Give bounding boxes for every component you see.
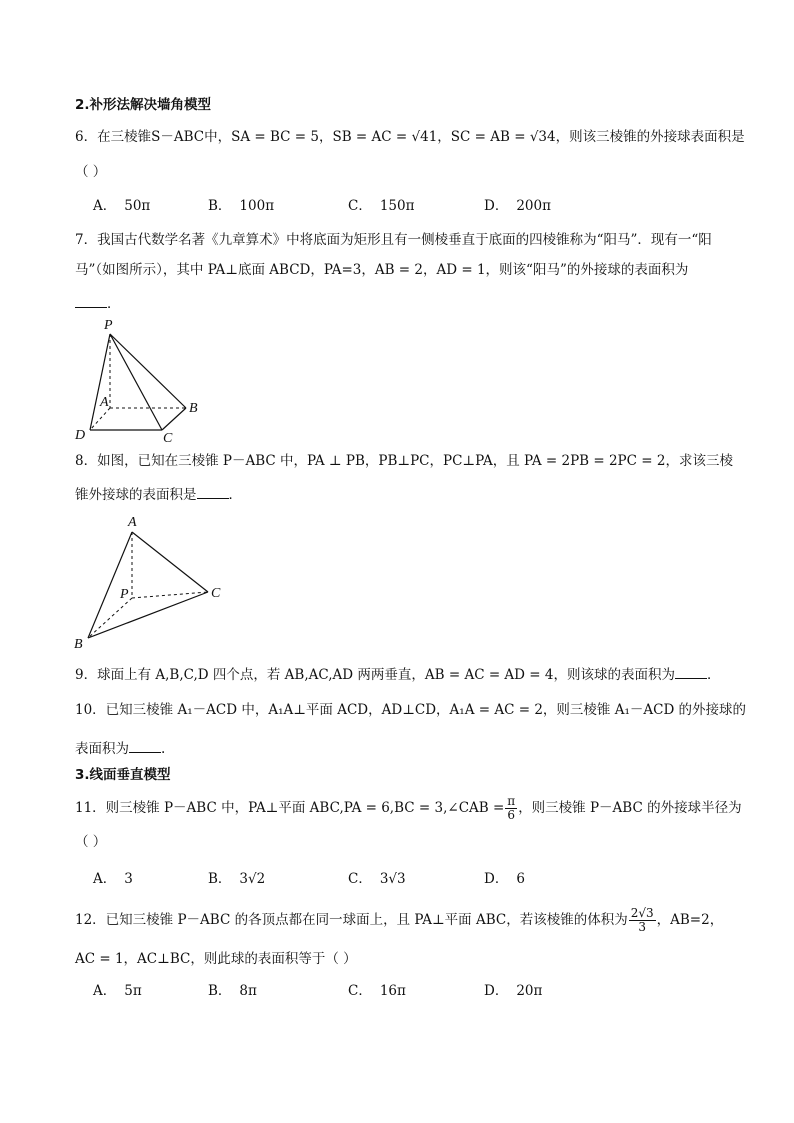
q12-stem-line2: AC = 1，AC⊥BC，则此球的表面积等于（ ）	[75, 951, 357, 967]
q8-stem-line2	[75, 484, 242, 504]
q11-option-d	[484, 870, 525, 888]
answer-blank[interactable]	[75, 293, 107, 308]
option-label: D．	[484, 198, 509, 214]
q10-end-punct: .	[161, 741, 166, 757]
q12-option-b	[208, 982, 257, 1000]
q11-option-c	[348, 870, 406, 888]
q9-stem-text: 9．球面上有 A,B,C,D 四个点，若 AB,AC,AD 两两垂直，AB = AC = AD = 4，则该球的表面积为	[75, 667, 675, 683]
q7-stem-line1: 7．我国古代数学名著《九章算术》中将底面为矩形且有一侧棱垂直于底面的四棱锥称为“阳马”．现有一“阳	[75, 232, 712, 248]
q11-stem-text-a: 11．则三棱锥 P－ABC 中，PA⊥平面 ABC,PA = 6,BC = 3,∠CAB =	[75, 800, 505, 816]
option-label: B．	[208, 198, 232, 214]
option-label: B．	[208, 983, 232, 999]
q11-stem-line1	[75, 793, 742, 823]
q10-stem-line1: 10．已知三棱锥 A₁－ACD 中，A₁A⊥平面 ACD，AD⊥CD，A₁A = AC = 2，则三棱锥 A₁－ACD 的外接球的	[75, 702, 747, 718]
edge-bc	[88, 592, 208, 638]
q7-answer-line	[75, 293, 121, 313]
option-text: 50π	[124, 198, 151, 214]
option-label: A．	[93, 983, 117, 999]
q6-stem-line1: 6．在三棱锥S－ABC中，SA = BC = 5，SB = AC = √41，SC = AB = √34，则该三棱锥的外接球表面积是	[75, 129, 745, 145]
option-text: 3√3	[379, 871, 406, 887]
q7-stem-line2: 马”（如图所示），其中 PA⊥底面 ABCD，PA=3，AB = 2，AD = 1，则该“阳马”的外接球的表面积为	[75, 262, 689, 278]
answer-blank[interactable]	[675, 664, 707, 679]
fraction-numerator: 2√3	[630, 906, 654, 920]
q8-tetrahedron-figure	[70, 512, 230, 652]
label-c: C	[211, 586, 221, 601]
q8-end-punct: ．	[228, 487, 242, 503]
label-d: D	[75, 428, 86, 443]
q11-stem-text-b: ，则三棱锥 P－ABC 的外接球半径为	[518, 800, 742, 816]
q12-stem-text-b: ，AB=2，	[656, 912, 724, 928]
q11-option-b	[208, 870, 265, 888]
label-p: P	[120, 587, 129, 602]
option-label: C．	[348, 198, 372, 214]
option-text: 150π	[379, 198, 415, 214]
option-text: 200π	[516, 198, 551, 214]
q6-option-d	[484, 197, 551, 215]
label-b: B	[74, 637, 83, 652]
q10-stem-line2-text: 表面积为	[75, 741, 129, 757]
edge-pd	[90, 334, 110, 430]
label-c: C	[163, 431, 173, 446]
q12-option-d	[484, 982, 542, 1000]
fraction-denominator: 6	[507, 808, 516, 822]
label-p: P	[104, 318, 113, 333]
option-text: 20π	[516, 983, 543, 999]
option-label: D．	[484, 983, 509, 999]
section-2-title: 2.补形法解决墙角模型	[75, 97, 212, 113]
edge-pb	[110, 334, 186, 408]
option-text: 6	[516, 871, 525, 887]
edge-pc	[110, 334, 162, 430]
q6-stem-line2: （ ）	[75, 164, 107, 180]
edge-pc-hidden	[132, 592, 208, 598]
q7-end-punct: ．	[107, 296, 121, 312]
fraction-denominator: 3	[638, 920, 646, 934]
q6-option-b	[208, 197, 274, 215]
option-label: A．	[93, 198, 117, 214]
q6-option-a	[93, 197, 150, 215]
option-text: 100π	[239, 198, 275, 214]
q11-stem-line2: （ ）	[75, 834, 107, 850]
option-text: 5π	[124, 983, 142, 999]
section-3-title: 3.线面垂直模型	[75, 767, 171, 783]
q9-end-punct: ．	[707, 667, 721, 683]
q12-stem-line1	[75, 903, 723, 937]
q6-option-c	[348, 197, 414, 215]
option-label: C．	[348, 983, 372, 999]
q9-stem	[75, 664, 721, 684]
q12-fraction	[629, 907, 656, 934]
q10-stem-line2	[75, 738, 165, 758]
q12-option-c	[348, 982, 406, 1000]
label-a: A	[100, 395, 109, 410]
option-label: C．	[348, 871, 372, 887]
q11-fraction	[505, 795, 517, 822]
option-text: 3	[124, 871, 133, 887]
q8-stem-line1: 8．如图，已知在三棱锥 P－ABC 中，PA ⊥ PB，PB⊥PC，PC⊥PA，且 PA = 2PB = 2PC = 2，求该三棱	[75, 453, 733, 469]
fraction-numerator: π	[507, 794, 516, 808]
answer-blank[interactable]	[197, 484, 229, 499]
q11-option-a	[93, 870, 133, 888]
option-label: B．	[208, 871, 232, 887]
option-text: 3√2	[239, 871, 266, 887]
edge-pb-hidden	[88, 598, 132, 638]
option-label: A．	[93, 871, 117, 887]
option-label: D．	[484, 871, 509, 887]
q12-option-a	[93, 982, 142, 1000]
edge-cb	[162, 408, 186, 430]
q7-pyramid-figure	[70, 316, 210, 446]
edge-ad-hidden	[90, 408, 110, 430]
answer-blank[interactable]	[129, 738, 161, 753]
label-b: B	[189, 401, 198, 416]
option-text: 16π	[379, 983, 406, 999]
q12-stem-text-a: 12．已知三棱锥 P－ABC 的各顶点都在同一球面上，且 PA⊥平面 ABC，若该棱锥的体积为	[75, 912, 628, 928]
edge-ab	[88, 532, 132, 638]
label-a: A	[128, 515, 137, 530]
edge-ac	[132, 532, 208, 592]
option-text: 8π	[239, 983, 257, 999]
q8-stem-line2-text: 锥外接球的表面积是	[75, 487, 197, 503]
